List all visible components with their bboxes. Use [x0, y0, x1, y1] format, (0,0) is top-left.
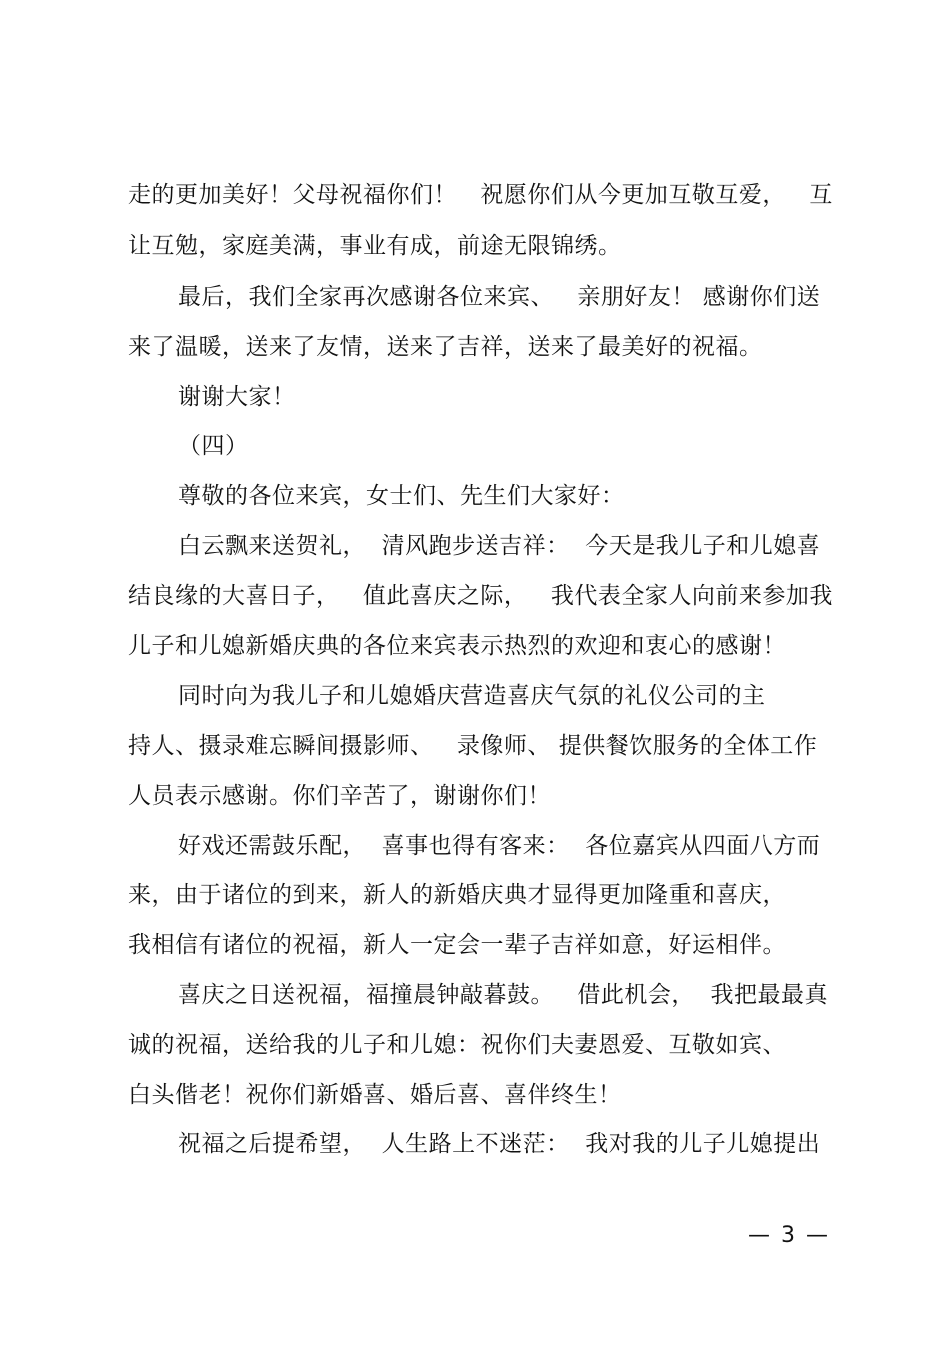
page-number: — 3 —: [748, 1223, 830, 1248]
text-line-16: 我相信有诸位的祝福，新人一定会一辈子吉祥如意，好运相伴。: [128, 932, 786, 958]
text-line-10: 儿子和儿媳新婚庆典的各位来宾表示热烈的欢迎和衷心的感谢！: [128, 633, 786, 659]
text-line-19: 白头偕老！祝你们新婚喜、婚后喜、喜伴终生！: [128, 1082, 622, 1108]
text-line-18: 诚的祝福，送给我的儿子和儿媳：祝你们夫妻恩爱、互敬如宾、: [128, 1032, 786, 1058]
text-line-4: 来了温暖，送来了友情，送来了吉祥，送来了最美好的祝福。: [128, 334, 763, 360]
text-line-12: 持人、摄录难忘瞬间摄影师、 录像师、 提供餐饮服务的全体工作: [128, 733, 818, 759]
text-line-5: 谢谢大家！: [178, 384, 296, 410]
section-heading: （四）: [178, 433, 249, 459]
text-line-15: 来，由于诸位的到来，新人的新婚庆典才显得更加隆重和喜庆，: [128, 882, 786, 908]
text-line-13: 人员表示感谢。你们辛苦了，谢谢你们！: [128, 783, 551, 809]
text-line-3: 最后，我们全家再次感谢各位来宾、 亲朋好友！ 感谢你们送: [178, 284, 821, 310]
text-line-14: 好戏还需鼓乐配， 喜事也得有客来： 各位嘉宾从四面八方而: [178, 833, 821, 859]
text-line-8: 白云飘来送贺礼， 清风跑步送吉祥： 今天是我儿子和儿媳喜: [178, 533, 821, 559]
text-line-2: 让互勉，家庭美满，事业有成，前途无限锦绣。: [128, 233, 622, 259]
salutation-line: 尊敬的各位来宾，女士们、先生们大家好：: [178, 483, 625, 509]
text-line-20: 祝福之后提希望， 人生路上不迷茫： 我对我的儿子儿媳提出: [178, 1131, 821, 1157]
text-line-9: 结良缘的大喜日子， 值此喜庆之际， 我代表全家人向前来参加我: [128, 583, 833, 609]
text-line-11: 同时向为我儿子和儿媳婚庆营造喜庆气氛的礼仪公司的主: [178, 683, 766, 709]
text-line-17: 喜庆之日送祝福，福撞晨钟敲暮鼓。 借此机会， 我把最最真: [178, 982, 829, 1008]
text-line-1: 走的更加美好！父母祝福你们！ 祝愿你们从今更加互敬互爱， 互: [128, 182, 833, 208]
